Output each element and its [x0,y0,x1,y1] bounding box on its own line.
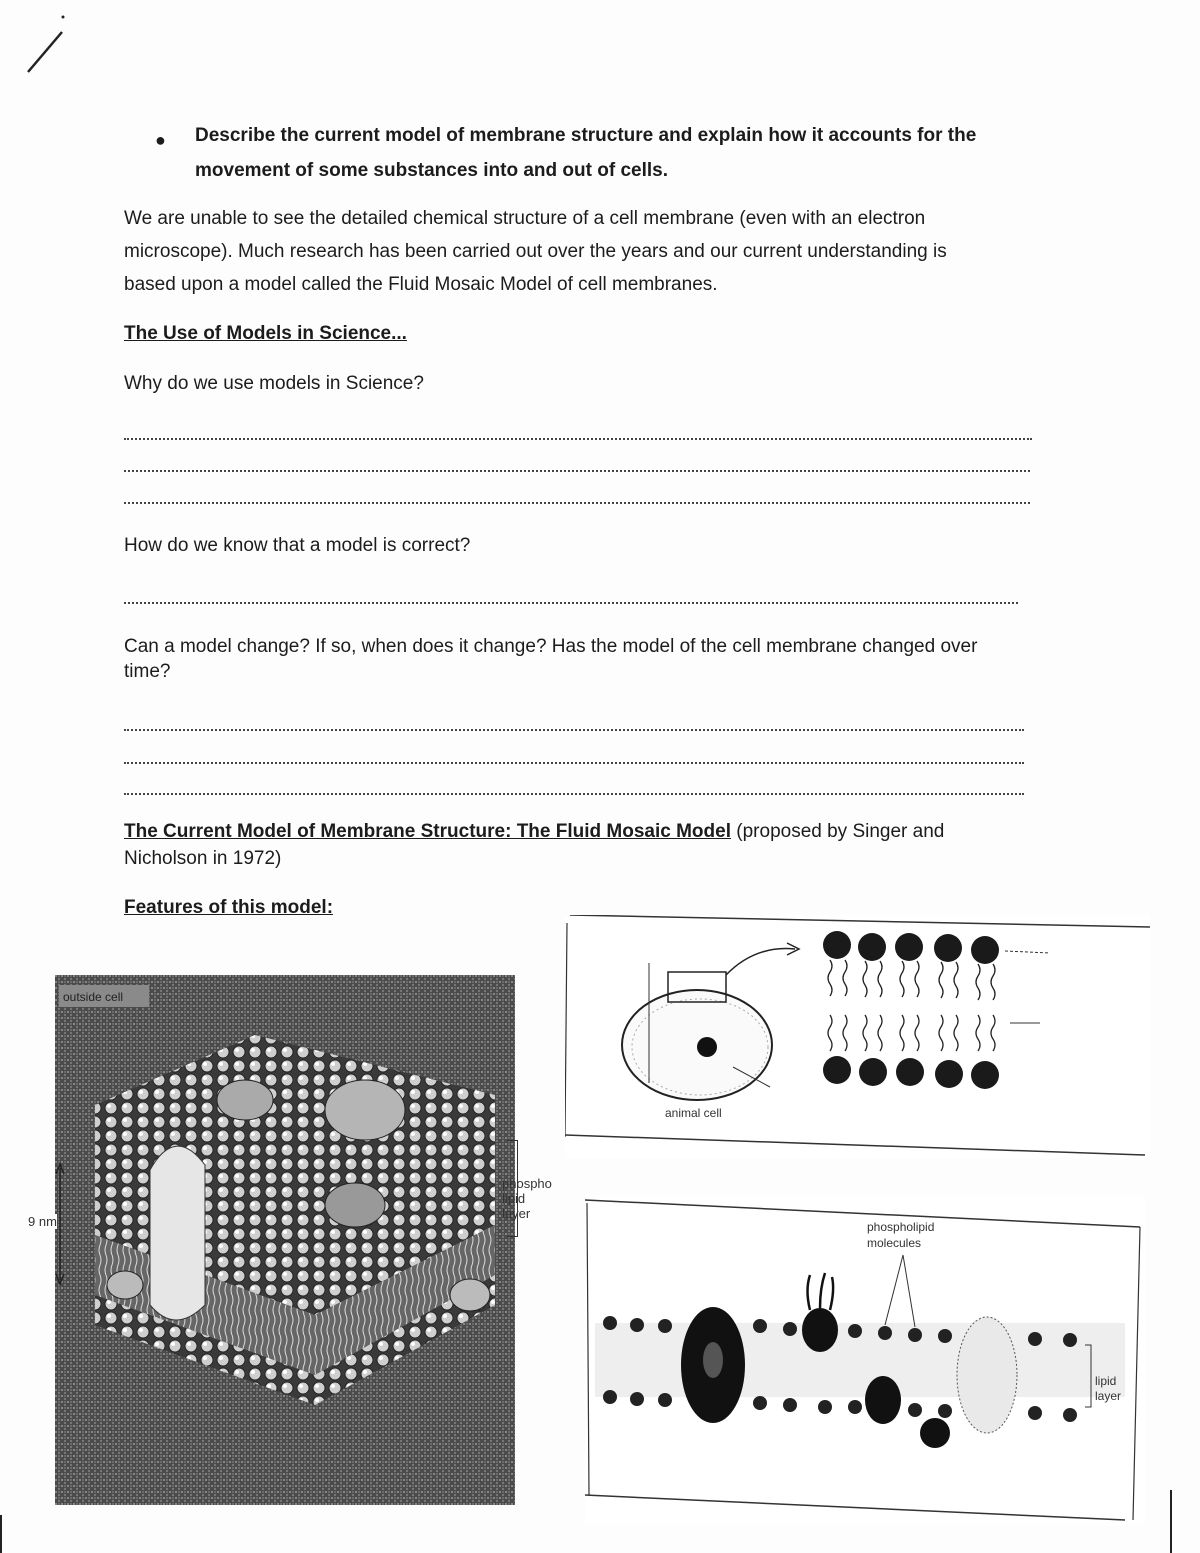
pen-mark [20,10,80,80]
models-heading: The Use of Models in Science... [124,323,407,344]
question-why-models: Why do we use models in Science? [124,373,424,394]
outside-cell-label: outside cell [63,990,124,1004]
fluid-mosaic-suffix: (proposed by Singer and [731,821,945,842]
intro-line-2: microscope). Much research has been carried out over the years and our current understanding is [124,241,947,262]
phospholipid-tails [828,960,995,1051]
answer-line[interactable] [124,602,1018,604]
membrane-3d-illustration [55,975,515,1505]
question-model-correct: How do we know that a model is correct? [124,535,471,556]
task-line-2: movement of some substances into and out of cells. [195,160,668,181]
phospholipid-heads-top [823,931,999,964]
intro-line-1: We are unable to see the detailed chemical structure of a cell membrane (even with an electron [124,208,926,229]
scale-label: 9 nm [28,1214,57,1229]
fluid-mosaic-figure [585,1195,1145,1525]
phospholipid-molecules-label: molecules [867,1236,922,1250]
layer-label-line: phospho [502,1176,552,1191]
layer-label-line: lipid [502,1191,526,1206]
question-model-change-1: Can a model change? If so, when does it change? Has the model of the cell membrane changed over [124,636,978,657]
answer-line[interactable] [124,438,1032,440]
lipid-layer-label: layer [1095,1389,1122,1403]
lipid-layer-label: lipid [1095,1374,1117,1388]
answer-line[interactable] [124,729,1024,731]
animal-cell-label: animal cell [665,1106,722,1120]
question-model-change-2: time? [124,661,171,682]
answer-line[interactable] [124,793,1024,795]
scan-edge-left [0,1515,2,1553]
layer-label-line: layer [502,1206,531,1221]
phospholipid-layer-label [502,1176,552,1221]
intro-line-3: based upon a model called the Fluid Mosaic Model of cell membranes. [124,274,718,295]
bilayer-zoom-illustration [565,915,1150,1158]
answer-line[interactable] [124,502,1030,504]
fluid-mosaic-line-2: Nicholson in 1972) [124,848,282,869]
fluid-mosaic-illustration [585,1195,1145,1525]
answer-line[interactable] [124,762,1024,764]
answer-line[interactable] [124,470,1030,472]
scan-edge-right [1170,1490,1172,1553]
phospholipid-molecules-label: phospholipid [867,1220,935,1234]
membrane-3d-figure [55,975,515,1505]
features-heading: Features of this model: [124,897,334,918]
fluid-mosaic-heading: The Current Model of Membrane Structure: The Fluid Mosaic Model [124,821,731,842]
bilayer-zoom-figure [565,915,1150,1158]
phospholipid-heads-bottom [823,1056,999,1089]
bullet-marker: ● [155,130,166,150]
task-line-1: Describe the current model of membrane structure and explain how it accounts for the [195,125,977,146]
